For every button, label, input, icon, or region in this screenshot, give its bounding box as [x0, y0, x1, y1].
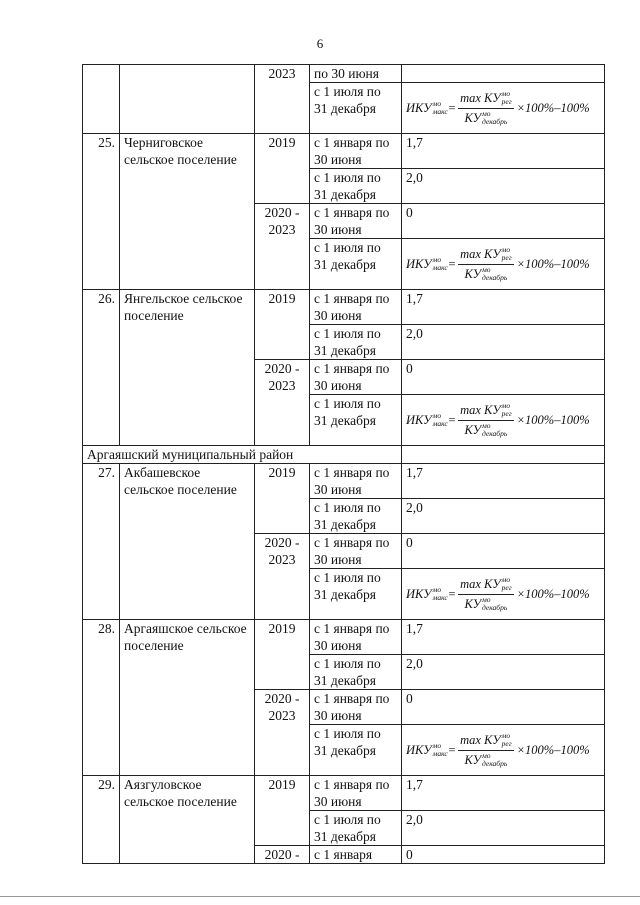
value-cell: 2,0 — [402, 499, 605, 534]
period-cell: с 1 июля по 31 декабря — [310, 569, 402, 620]
formula-lhs: ИКУ мо макс — [406, 254, 448, 272]
page-bottom-rule — [0, 896, 640, 897]
formula-fraction: max КУ мо рег КУ мо декабрь — [460, 574, 512, 612]
row-number: 26. — [83, 290, 120, 446]
year-cell: 2019 — [255, 620, 310, 690]
value-cell: 0 — [402, 204, 605, 239]
formula-cell — [402, 395, 605, 446]
year-cell: 2020 - 2023 — [255, 360, 310, 446]
value-cell: 1,7 — [402, 776, 605, 811]
table-row — [83, 65, 605, 83]
year-cell: 2020 - 2023 — [255, 690, 310, 776]
tariff-table — [82, 64, 605, 864]
period-cell: с 1 июля по 31 декабря — [310, 169, 402, 204]
formula-tail: ×100%–100% — [516, 256, 590, 271]
value-cell: 2,0 — [402, 811, 605, 846]
value-cell: 0 — [402, 360, 605, 395]
formula-lhs: ИКУ мо макс — [406, 98, 448, 116]
district-row — [83, 446, 605, 464]
value-cell: 1,7 — [402, 464, 605, 499]
table-row — [83, 620, 605, 655]
period-cell: с 1 июля по 31 декабря — [310, 725, 402, 776]
formula-lhs: ИКУ мо макс — [406, 584, 448, 602]
value-cell: 2,0 — [402, 325, 605, 360]
period-cell: с 1 июля по 31 декабря — [310, 325, 402, 360]
formula-fraction: max КУ мо рег КУ мо декабрь — [460, 400, 512, 438]
formula-cell — [402, 569, 605, 620]
period-cell: с 1 июля по 31 декабря — [310, 395, 402, 446]
settlement-name: Аргаяшское сельское поселение — [120, 620, 255, 776]
settlement-name: Аязгуловское сельское поселение — [120, 776, 255, 864]
formula-equals: = — [447, 742, 457, 757]
formula-fraction: max КУ мо рег КУ мо декабрь — [460, 88, 512, 126]
period-cell: с 1 января по 30 июня — [310, 690, 402, 725]
formula — [406, 732, 602, 769]
formula-tail: ×100%–100% — [516, 100, 590, 115]
formula-cell — [402, 239, 605, 290]
value-cell — [402, 65, 605, 83]
formula-fraction: max КУ мо рег КУ мо декабрь — [460, 730, 512, 768]
formula — [406, 576, 602, 613]
settlement-name: Акбашевское сельское поселение — [120, 464, 255, 620]
year-cell: 2019 — [255, 290, 310, 360]
value-cell: 1,7 — [402, 290, 605, 325]
period-cell: по 30 июня — [310, 65, 402, 83]
year-cell: 2020 - 2023 — [255, 534, 310, 620]
formula-cell — [402, 725, 605, 776]
formula-equals: = — [447, 100, 457, 115]
year-cell: 2019 — [255, 134, 310, 204]
row-number — [83, 65, 120, 134]
period-cell: с 1 января по 30 июня — [310, 534, 402, 569]
year-cell: 2020 - 2023 — [255, 204, 310, 290]
settlement-name: Янгельское сельское поселение — [120, 290, 255, 446]
formula-tail: ×100%–100% — [516, 742, 590, 757]
formula — [406, 90, 602, 127]
district-name: Аргаяшский муниципальный район — [83, 446, 402, 464]
period-cell: с 1 июля по 31 декабря — [310, 811, 402, 846]
period-cell: с 1 января по 30 июня — [310, 776, 402, 811]
period-cell: с 1 января — [310, 846, 402, 864]
value-cell: 2,0 — [402, 169, 605, 204]
table-row — [83, 290, 605, 325]
formula-lhs: ИКУ мо макс — [406, 740, 448, 758]
period-cell: с 1 июля по 31 декабря — [310, 499, 402, 534]
value-cell: 2,0 — [402, 655, 605, 690]
formula-equals: = — [447, 586, 457, 601]
table-row — [83, 776, 605, 811]
value-cell: 0 — [402, 534, 605, 569]
period-cell: с 1 января по 30 июня — [310, 360, 402, 395]
period-cell: с 1 января по 30 июня — [310, 204, 402, 239]
table-row — [83, 134, 605, 169]
year-cell: 2019 — [255, 464, 310, 534]
page-number: 6 — [316, 36, 324, 51]
value-cell: 1,7 — [402, 134, 605, 169]
value-cell: 0 — [402, 690, 605, 725]
row-number: 29. — [83, 776, 120, 864]
period-cell: с 1 июля по 31 декабря — [310, 83, 402, 134]
year-cell: 2019 — [255, 776, 310, 846]
period-cell: с 1 июля по 31 декабря — [310, 239, 402, 290]
settlement-name — [120, 65, 255, 134]
row-number: 27. — [83, 464, 120, 620]
year-cell: 2023 — [255, 65, 310, 134]
formula-tail: ×100%–100% — [516, 586, 590, 601]
period-cell: с 1 января по 30 июня — [310, 134, 402, 169]
row-number: 25. — [83, 134, 120, 290]
formula-cell — [402, 83, 605, 134]
value-cell: 1,7 — [402, 620, 605, 655]
settlement-name: Черниговское сельское поселение — [120, 134, 255, 290]
year-cell: 2020 - — [255, 846, 310, 864]
period-cell: с 1 января по 30 июня — [310, 290, 402, 325]
district-empty-cell — [402, 446, 605, 464]
formula-lhs: ИКУ мо макс — [406, 410, 448, 428]
formula-equals: = — [447, 412, 457, 427]
row-number: 28. — [83, 620, 120, 776]
period-cell: с 1 января по 30 июня — [310, 620, 402, 655]
formula-tail: ×100%–100% — [516, 412, 590, 427]
period-cell: с 1 июля по 31 декабря — [310, 655, 402, 690]
formula-equals: = — [447, 256, 457, 271]
formula-fraction: max КУ мо рег КУ мо декабрь — [460, 244, 512, 282]
table-row — [83, 464, 605, 499]
period-cell: с 1 января по 30 июня — [310, 464, 402, 499]
formula — [406, 246, 602, 283]
formula — [406, 402, 602, 439]
value-cell: 0 — [402, 846, 605, 864]
